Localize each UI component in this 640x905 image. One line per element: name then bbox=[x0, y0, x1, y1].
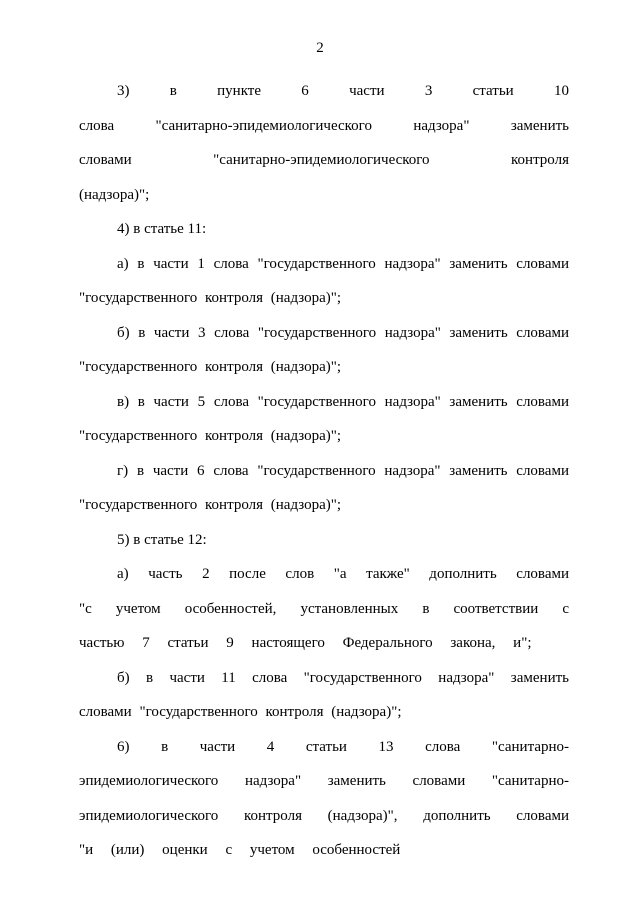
paragraph-item-3: 3) в пункте 6 части 3 статьи 10 слова "санитарно-эпидемиологического надзора" заменить словами "санитарно-эпидемиологического контроля (надзора)"; bbox=[79, 83, 569, 203]
document-body bbox=[79, 74, 569, 868]
paragraph-item-5a: а) часть 2 после слов "а также" дополнить словами "с учетом особенностей, установленных в соответствии с частью 7 статьи 9 настоящего Федерального закона, и"; bbox=[79, 566, 569, 651]
paragraph-item-4: 4) в статье 11: bbox=[117, 221, 207, 237]
page-number: 2 bbox=[316, 40, 324, 56]
paragraph-item-5b: б) в части 11 слова "государственного надзора" заменить словами "государственного контроля (надзора)"; bbox=[79, 669, 569, 720]
paragraph-item-5: 5) в статье 12: bbox=[117, 531, 207, 548]
paragraph-item-6: 6) в части 4 статьи 13 слова "санитарно-эпидемиологического надзора" заменить словами "санитарно-эпидемиологического контроля (надзора)", дополнить словами "и (или) оценки с учетом особенностей bbox=[79, 738, 569, 858]
paragraph-item-4b: б) в части 3 слова "государственного надзора" заменить словами "государственного контроля (надзора)"; bbox=[79, 324, 569, 375]
paragraph-item-4g: г) в части 6 слова "государственного надзора" заменить словами "государственного контроля (надзора)"; bbox=[79, 462, 569, 513]
paragraph-item-4a: а) в части 1 слова "государственного надзора" заменить словами "государственного контроля (надзора)"; bbox=[79, 255, 569, 306]
paragraph-item-4v: в) в части 5 слова "государственного надзора" заменить словами "государственного контроля (надзора)"; bbox=[79, 393, 569, 444]
